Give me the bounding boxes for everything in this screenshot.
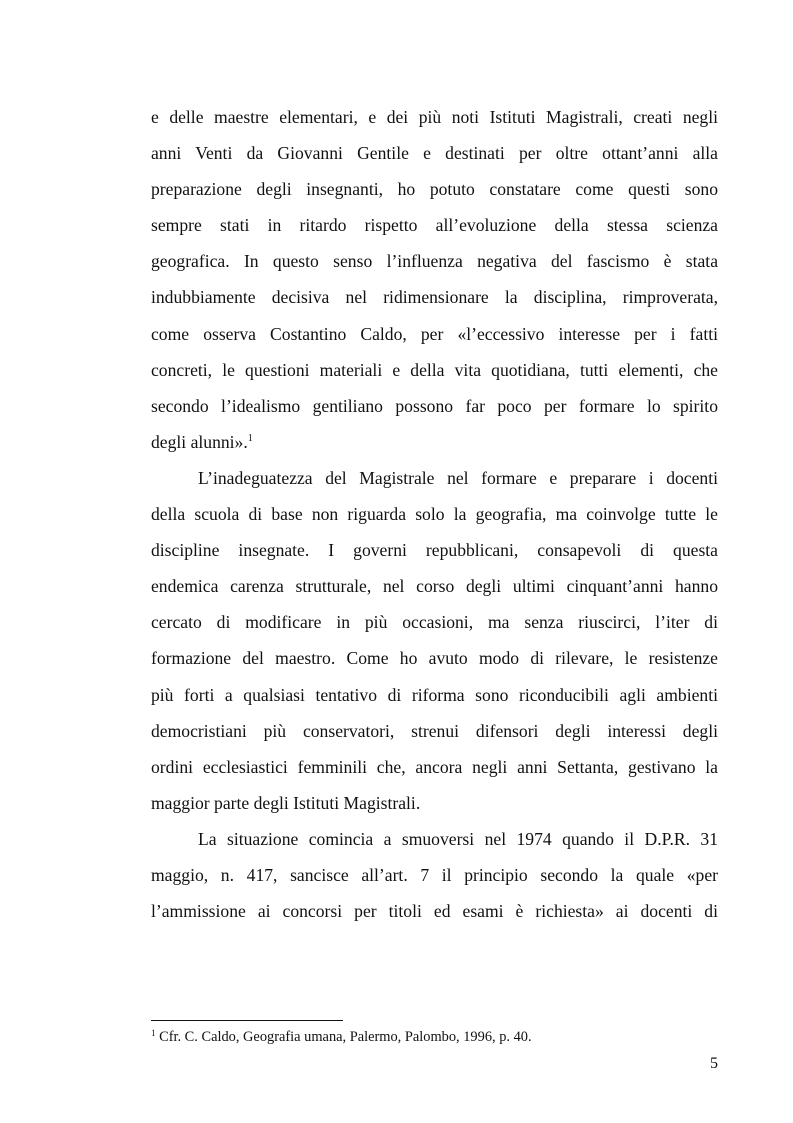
footnote-number: 1 — [151, 1028, 156, 1038]
text-line: cercato di modificare in più occasioni, ma senza riuscirci, l’iter di — [151, 612, 718, 633]
text-line: degli alunni». — [151, 431, 248, 452]
text-line: formazione del maestro. Come ho avuto modo di rilevare, le resistenze — [151, 648, 718, 669]
text-line-last — [151, 424, 718, 460]
footnote — [151, 1027, 718, 1047]
text-line: maggio, n. 417, sancisce all’art. 7 il principio secondo la quale «per — [151, 864, 718, 885]
footnote-divider — [151, 1020, 343, 1021]
paragraph-1 — [151, 99, 718, 460]
text-line: geografica. In questo senso l’influenza negativa del fascismo è stata — [151, 251, 718, 272]
text-line: secondo l’idealismo gentiliano possono far poco per formare lo spirito — [151, 395, 718, 416]
text-line: sempre stati in ritardo rispetto all’evoluzione della stessa scienza — [151, 215, 718, 236]
text-line: discipline insegnate. I governi repubblicani, consapevoli di questa — [151, 540, 718, 561]
text-line: più forti a qualsiasi tentativo di riforma sono riconducibili agli ambienti — [151, 684, 718, 705]
text-line: maggior parte degli Istituti Magistrali. — [151, 792, 421, 813]
text-line: della scuola di base non riguarda solo la geografia, ma coinvolge tutte le — [151, 504, 718, 525]
text-line: preparazione degli insegnanti, ho potuto constatare come questi sono — [151, 179, 718, 200]
text-line: democristiani più conservatori, strenui difensori degli interessi degli — [151, 720, 718, 741]
paragraph-3 — [151, 821, 718, 929]
footnote-reference[interactable]: 1 — [247, 432, 253, 444]
text-line: e delle maestre elementari, e dei più noti Istituti Magistrali, creati negli — [151, 107, 718, 127]
text-line: come osserva Costantino Caldo, per «l’eccessivo interesse per i fatti — [151, 323, 718, 344]
footnote-text: Cfr. C. Caldo, Geografia umana, Palermo, Palombo, 1996, p. 40. — [155, 1029, 532, 1045]
text-line: indubbiamente decisiva nel ridimensionare la disciplina, rimproverata, — [151, 287, 718, 308]
body-text — [151, 99, 718, 929]
text-line: anni Venti da Giovanni Gentile e destinati per oltre ottant’anni alla — [151, 143, 718, 164]
text-line: l’ammissione ai concorsi per titoli ed esami è richiesta» ai docenti di — [151, 901, 718, 922]
page-number: 5 — [710, 1055, 718, 1072]
text-line: L’inadeguatezza del Magistrale nel formare e preparare i docenti — [198, 467, 718, 488]
paragraph-2 — [151, 460, 718, 821]
text-line: concreti, le questioni materiali e della vita quotidiana, tutti elementi, che — [151, 359, 718, 380]
text-line: ordini ecclesiastici femminili che, ancora negli anni Settanta, gestivano la — [151, 756, 718, 777]
text-line: endemica carenza strutturale, nel corso degli ultimi cinquant’anni hanno — [151, 576, 718, 597]
text-line: La situazione comincia a smuoversi nel 1974 quando il D.P.R. 31 — [198, 828, 718, 849]
